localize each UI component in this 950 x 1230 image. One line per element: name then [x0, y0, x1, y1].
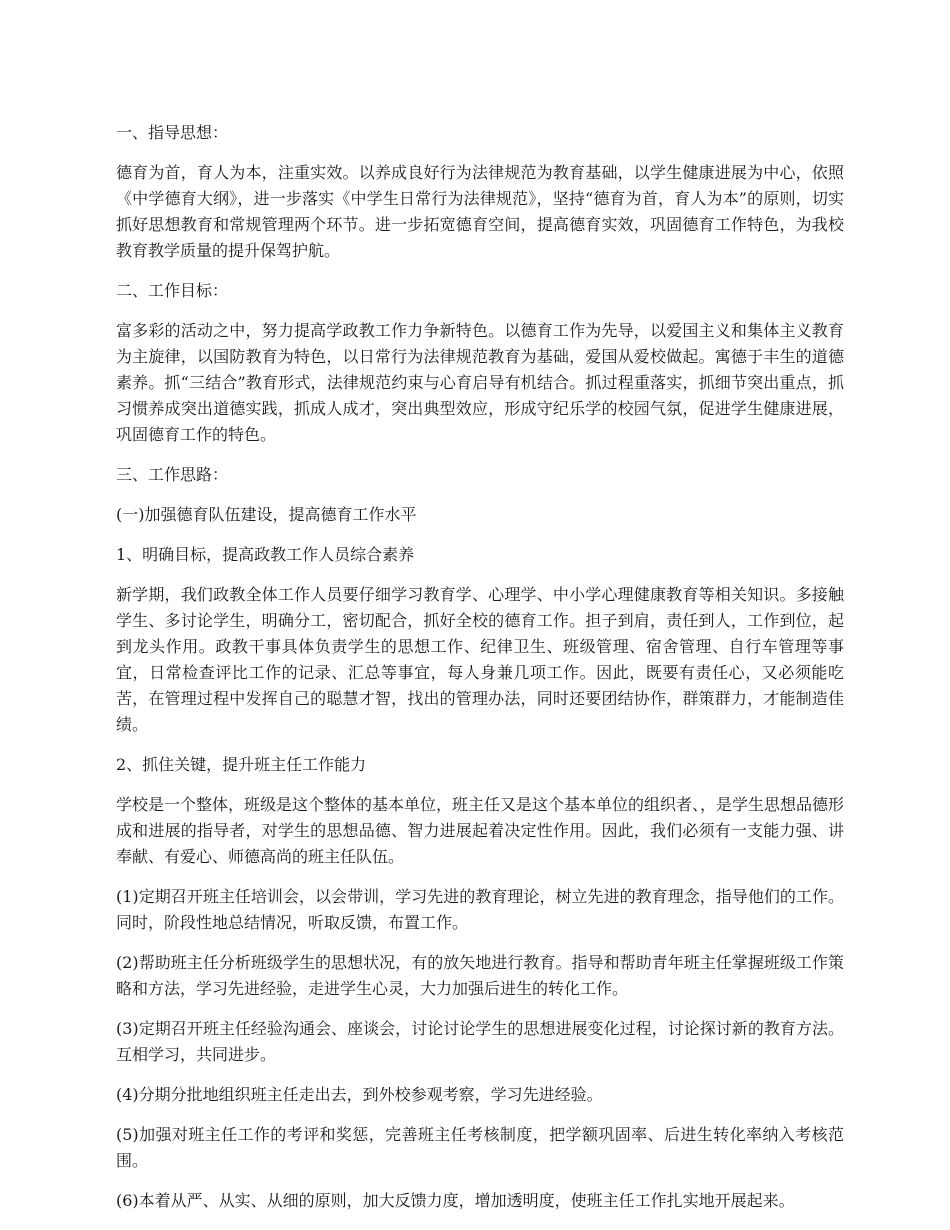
subheading-key-points: 2、抓住关键，提升班主任工作能力 [116, 755, 367, 774]
list-item-2: (2)帮助班主任分析班级学生的思想状况，有的放矢地进行教育。指导和帮助青年班主任掌握班级工作策略和方法，学习先进经验，走进学生心灵，大力加强后进生的转化工作。 [116, 953, 844, 998]
subheading-clear-goals: 1、明确目标，提高政教工作人员综合素养 [116, 545, 415, 564]
paragraph-new-semester: 新学期，我们政教全体工作人员要仔细学习教育学、心理学、中小学心理健康教育等相关知识。多接触学生、多讨论学生，明确分工，密切配合，抓好全校的德育工作。担子到肩，责任到人，工作到位，起到龙头作用。政教干事具体负责学生的思想工作、纪律卫生、班级管理、宿舍管理、自行车管理等事宜，日常检查评比工作的记录、汇总等事宜，每人身兼几项工作。因此，既要有责任心，又必须能吃苦，在管理过程中发挥自己的聪慧才智，找出的管理办法，同时还要团结协作，群策群力，才能制造佳绩。 [116, 585, 844, 734]
heading-work-approach: 三、工作思路： [116, 465, 229, 484]
list-item-5: (5)加强对班主任工作的考评和奖惩，完善班主任考核制度，把学额巩固率、后进生转化率纳入考核范围。 [116, 1125, 844, 1170]
document-page [116, 120, 844, 1228]
paragraph-school-whole: 学校是一个整体，班级是这个整体的基本单位，班主任又是这个基本单位的组织者、，是学生思想品德形成和进展的指导者，对学生的思想品德、智力进展起着决定性作用。因此，我们必须有一支能力强、讲奉献、有爱心、师德高尚的班主任队伍。 [116, 795, 845, 866]
paragraph-work-goals: 富多彩的活动之中，努力提高学政教工作力争新特色。以德育工作为先导，以爱国主义和集体主义教育为主旋律，以国防教育为特色，以日常行为法律规范教育为基础，爱国从爱校做起。寓德于丰生的道德素养。抓“三结合”教育形式，法律规范约束与心育启导有机结合。抓过程重落实，抓细节突出重点，抓习惯养成突出道德实践，抓成人成才，突出典型效应，形成守纪乐学的校园气氛，促进学生健康进展，巩固德育工作的特色。 [116, 321, 844, 444]
paragraph-guiding-thought: 德育为首，育人为本，注重实效。以养成良好行为法律规范为教育基础，以学生健康进展为中心，依照《中学德育大纲》，进一步落实《中学生日常行为法律规范》，坚持“德育为首，育人为本”的原则，切实抓好思想教育和常规管理两个环节。进一步拓宽德育空间，提高德育实效，巩固德育工作特色，为我校教育教学质量的提升保驾护航。 [116, 163, 844, 260]
heading-work-goals: 二、工作目标： [116, 281, 229, 300]
heading-guiding-thought: 一、指导思想： [116, 123, 229, 142]
list-item-6: (6)本着从严、从实、从细的原则，加大反馈力度，增加透明度，使班主任工作扎实地开展起来。 [116, 1191, 795, 1210]
list-item-1: (1)定期召开班主任培训会，以会带训，学习先进的教育理论，树立先进的教育理念，指导他们的工作。同时，阶段性地总结情况，听取反馈，布置工作。 [116, 887, 844, 932]
list-item-4: (4)分期分批地组织班主任走出去，到外校参观考察，学习先进经验。 [116, 1085, 603, 1104]
list-item-3: (3)定期召开班主任经验沟通会、座谈会，讨论讨论学生的思想进展变化过程，讨论探讨新的教育方法。互相学习，共同进步。 [116, 1019, 844, 1064]
subheading-team-building: (一)加强德育队伍建设，提高德育工作水平 [116, 505, 417, 524]
